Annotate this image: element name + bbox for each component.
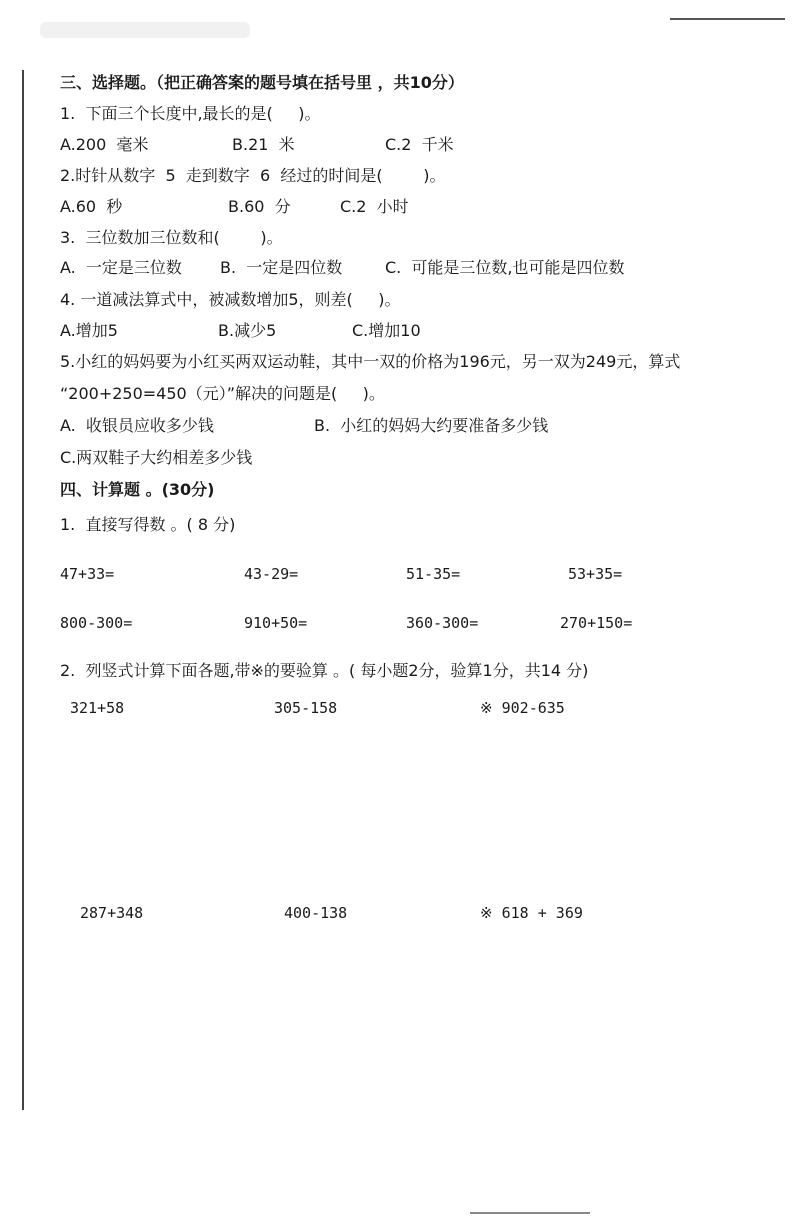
mental-math-item: 910+50= (244, 614, 308, 632)
question-1: 1. 下面三个长度中,最长的是( )。 (60, 104, 321, 123)
margin-line (22, 70, 24, 1110)
question-5-line-1: 5.小红的妈妈要为小红买两双运动鞋，其中一双的价格为196元，另一双为249元，算式 (60, 352, 681, 371)
vertical-calc-item: ※ 618 + 369 (480, 904, 583, 922)
q2-option-c: C.2 小时 (340, 197, 409, 216)
mental-math-item: 47+33= (60, 565, 115, 583)
vertical-calc-item: 400-138 (284, 904, 348, 922)
q4-option-b: B.减少5 (218, 321, 277, 340)
mental-math-item: 53+35= (568, 565, 623, 583)
vertical-calc-item: ※ 902-635 (480, 699, 565, 717)
section4-title: 四、计算题 。(30分) (60, 480, 215, 499)
mental-math-item: 800-300= (60, 614, 133, 632)
mental-math-item: 51-35= (406, 565, 461, 583)
mental-math-item: 270+150= (560, 614, 633, 632)
scan-edge-line-top (670, 18, 785, 20)
part2-title: 2. 列竖式计算下面各题,带※的要验算 。( 每小题2分，验算1分，共14 分) (60, 661, 589, 680)
q4-option-c: C.增加10 (352, 321, 421, 340)
q1-option-a: A.200 毫米 (60, 135, 149, 154)
question-5-line-2: “200+250=450（元）”解决的问题是( )。 (60, 384, 385, 403)
scan-edge-line-bottom (470, 1212, 590, 1214)
vertical-calc-item: 287+348 (80, 904, 144, 922)
q2-option-a: A.60 秒 (60, 197, 123, 216)
q3-option-a: A. 一定是三位数 (60, 258, 182, 277)
q2-option-b: B.60 分 (228, 197, 291, 216)
q1-option-b: B.21 米 (232, 135, 295, 154)
section3-title: 三、选择题。（把正确答案的题号填在括号里 ，共10分） (60, 73, 464, 92)
q3-option-c: C. 可能是三位数,也可能是四位数 (385, 258, 625, 277)
question-4: 4. 一道减法算式中，被减数增加5，则差( )。 (60, 290, 401, 309)
vertical-calc-item: 305-158 (274, 699, 338, 717)
question-2: 2.时针从数字 5 走到数字 6 经过的时间是( )。 (60, 166, 446, 185)
question-3: 3. 三位数加三位数和( )。 (60, 228, 283, 247)
q5-option-a: A. 收银员应收多少钱 (60, 416, 214, 435)
mental-math-item: 43-29= (244, 565, 299, 583)
q5-option-b: B. 小红的妈妈大约要准备多少钱 (314, 416, 549, 435)
part1-title: 1. 直接写得数 。( 8 分) (60, 515, 236, 534)
q5-option-c: C.两双鞋子大约相差多少钱 (60, 448, 253, 467)
mental-math-item: 360-300= (406, 614, 479, 632)
vertical-calc-item: 321+58 (70, 699, 125, 717)
scan-smudge (40, 22, 250, 38)
q1-option-c: C.2 千米 (385, 135, 454, 154)
q4-option-a: A.增加5 (60, 321, 118, 340)
q3-option-b: B. 一定是四位数 (220, 258, 343, 277)
